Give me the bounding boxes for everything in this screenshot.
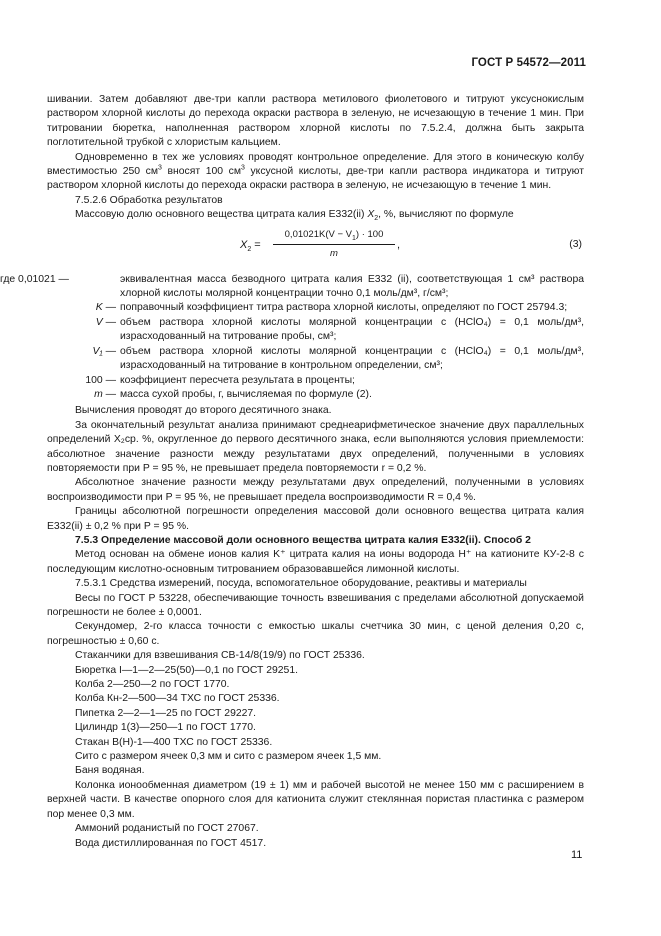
definition-symbol: V₁: [92, 345, 103, 357]
formula-denominator: m: [330, 248, 338, 260]
list-item: Бюретка I—1—2—25(50)—0,1 по ГОСТ 29251.: [75, 664, 298, 676]
paragraph: Границы абсолютной погрешности определения массовой доли основного вещества цитрата калия Е332(ii) ± 0,2 % при P = 95 %.: [47, 506, 584, 532]
superscript: 3: [240, 164, 245, 172]
definition-item: K — поправочный коэффициент титра раствора хлорной кислоты, определяют по ГОСТ 25794.3;: [0, 301, 584, 315]
formula-number: (3): [569, 238, 582, 250]
paragraph: Аммоний роданистый по ГОСТ 27067.: [75, 823, 259, 835]
definition-item: m — масса сухой пробы, г, вычисляемая по формуле (2).: [0, 388, 584, 402]
text-run: , %, вычисляют по формуле: [378, 209, 514, 221]
list-item: Колба Кн-2—500—34 ТХС по ГОСТ 25336.: [75, 693, 280, 705]
paragraph: Весы по ГОСТ Р 53228, обеспечивающие точность взвешивания с пределами абсолютной допускаемой погрешности не более ± 0,0001.: [47, 592, 584, 618]
document-header: ГОСТ Р 54572—2011: [471, 57, 586, 69]
where-label: где 0,01021: [0, 273, 56, 285]
formula-3: [47, 226, 584, 270]
formula-numerator: $0,01021K(V - V_1) \cdot 100$: [273, 228, 395, 245]
list-item: Цилиндр 1(3)—250—1 по ГОСТ 1770.: [75, 722, 256, 734]
page-number: 11: [571, 849, 583, 861]
definition-item: V — объем раствора хлорной кислоты молярной концентрации c (HClO₄) = 0,1 моль/дм³, израсходованный на титрование пробы, см³;: [0, 316, 584, 345]
text-run: вносят 100 см: [161, 166, 241, 178]
paragraph: [47, 151, 584, 194]
superscript: 3: [158, 164, 162, 172]
text-run: Массовую долю основного вещества цитрата калия Е332(ii): [75, 209, 368, 221]
list-item: Стакан В(Н)-1—400 ТХС по ГОСТ 25336.: [75, 736, 273, 748]
definition-text: объем раствора хлорной кислоты молярной концентрации c (HClO₄) = 0,1 моль/дм³, израсходованный на титрование в контрольном определении, см³;: [120, 345, 584, 372]
formula-comma: ,: [397, 238, 401, 251]
paragraph: шивании. Затем добавляют две-три капли раствора метилового фиолетового и титруют уксуснокислым раствором хлорной кислоты до перехода окраски раствора в зеленую, не исчезающую в течение 1 мин. При титровании бюретка, наполненная раствором хлорной кислоты по 7.5.2.4, должна быть закрыта поглотительной трубкой с хлористым кальцием.: [47, 94, 584, 149]
definition-item: где 0,01021 — эквивалентная масса безводного цитрата калия Е332 (ii), соответствующая 1 см³ раствора хлорной кислоты молярной концентрации точно 0,1 моль/дм³, г/см³;: [0, 273, 584, 302]
paragraph: За окончательный результат анализа принимают среднеарифметическое значение двух параллельных определений X₂ср. %, округленное до первого десятичного знака, если выполняются условия приемлемости: абсолютное значение разности между результатами двух определений, полученными в условиях повторяемости при P = 95 %, не превышает предела повторяемости r = 0,2 %.: [47, 419, 584, 474]
section-heading-7-5-2-6: 7.5.2.6 Обработка результатов: [75, 194, 223, 206]
list-item: Баня водяная.: [75, 765, 145, 777]
list-item: Сито с размером ячеек 0,3 мм и сито с размером ячеек 1,5 мм.: [75, 751, 382, 763]
text-run: Одновременно в тех же условиях проводят контрольное определение. Для этого в коническую колбу вместимостью 250 см: [47, 151, 584, 178]
formula-var: $X_2$: [367, 209, 379, 223]
definitions-list: [0, 273, 584, 403]
paragraph: Вода дистиллированная по ГОСТ 4517.: [75, 837, 267, 849]
definition-symbol: V: [95, 316, 103, 328]
paragraph: [47, 208, 584, 222]
list-item: Пипетка 2—2—1—25 по ГОСТ 29227.: [75, 707, 257, 719]
paragraph: Метод основан на обмене ионов калия K⁺ цитрата калия на ионы водорода H⁺ на катионите КУ-2-8 с последующим кислотно-основным титрованием образовавшейся лимонной кислоты.: [47, 549, 584, 575]
definition-text: поправочный коэффициент титра раствора хлорной кислоты, определяют по ГОСТ 25794.3;: [120, 302, 568, 314]
definition-text: коэффициент пересчета результата в проценты;: [120, 374, 355, 386]
definition-item: V₁ — объем раствора хлорной кислоты молярной концентрации c (HClO₄) = 0,1 моль/дм³, израсходованный на титрование в контрольном определении, см³;: [0, 345, 584, 374]
definition-symbol: K: [95, 302, 103, 314]
definition-symbol: m: [94, 388, 103, 400]
definition-text: эквивалентная масса безводного цитрата калия Е332 (ii), соответствующая 1 см³ раствора хлорной кислоты молярной концентрации точно 0,1 моль/дм³, г/см³;: [120, 273, 584, 300]
list-item: Колба 2—250—2 по ГОСТ 1770.: [75, 679, 230, 691]
definition-text: объем раствора хлорной кислоты молярной концентрации c (HClO₄) = 0,1 моль/дм³, израсходованный на титрование пробы, см³;: [120, 316, 584, 343]
formula-fraction: [273, 228, 395, 262]
paragraph: Вычисления проводят до второго десятичного знака.: [75, 405, 332, 417]
section-heading-7-5-3: 7.5.3 Определение массовой доли основного вещества цитрата калия Е332(ii). Способ 2: [75, 534, 531, 546]
definition-text: масса сухой пробы, г, вычисляемая по формуле (2).: [120, 388, 372, 400]
paragraph: Колонка ионообменная диаметром (19 ± 1) мм и рабочей высотой не менее 150 мм с расширением в верхней части. В качестве опорного слоя для катионита служит стеклянная пористая пластинка с размером пор менее 0,3 мм.: [47, 779, 584, 820]
definition-symbol: 100: [85, 374, 103, 386]
document-body: [0, 93, 584, 851]
text-run: уксусной кислоты, две-три капли раствора индикатора и титруют раствором хлорной кислоты до перехода окраски раствора в зеленую, не исчезающую в течение 1 мин.: [47, 166, 584, 192]
formula-lhs: $X_2$ =: [240, 238, 261, 253]
paragraph: Абсолютное значение разности между результатами двух определений, полученными в условиях воспроизводимости при P = 95 %, не превышает предела воспроизводимости R = 0,4 %.: [47, 477, 584, 503]
paragraph: Секундомер, 2-го класса точности с емкостью шкалы счетчика 30 мин, с ценой деления 0,20 с, погрешностью ± 0,60 с.: [47, 621, 584, 647]
section-heading-7-5-3-1: 7.5.3.1 Средства измерений, посуда, вспомогательное оборудование, реактивы и материалы: [75, 578, 527, 590]
definition-item: 100 — коэффициент пересчета результата в проценты;: [0, 374, 584, 388]
list-item: Стаканчики для взвешивания СВ-14/8(19/9) по ГОСТ 25336.: [75, 650, 365, 662]
